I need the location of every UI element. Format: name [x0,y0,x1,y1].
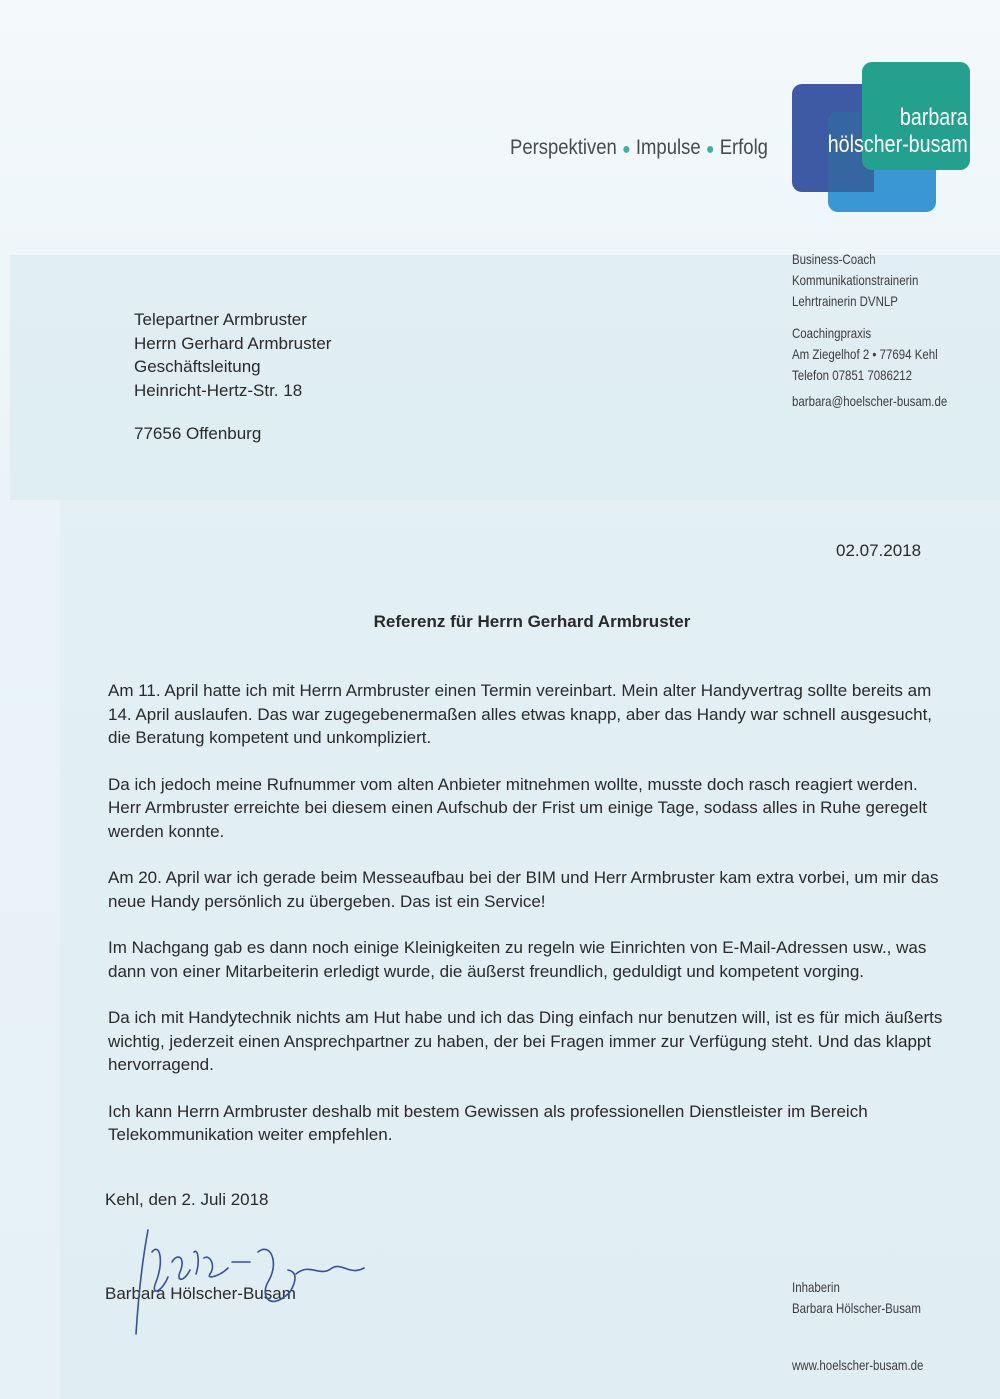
recipient-city: 77656 Offenburg [134,424,262,443]
address-line: Telepartner Armbruster [134,310,307,329]
owner-label: Inhaberin [792,1279,840,1295]
body-paragraph: Am 20. April war ich gerade beim Messeaufbau bei der BIM und Herr Armbruster kam extra vorbei, um mir das neue Handy persönlich zu übergeben. Das ist ein Service! [108,868,939,911]
recipient-address [134,308,331,402]
role-line: Lehrtrainerin DVNLP [792,293,898,309]
logo-line: barbara [900,104,968,131]
address-line: Herrn Gerhard Armbruster [134,333,332,353]
tagline-word: Perspektiven [510,136,617,159]
sidebar-email: barbara@hoelscher-busam.de [792,393,948,409]
owner-name: Barbara Hölscher-Busam [792,1300,921,1316]
owner-block [792,1277,921,1319]
handwritten-signature [120,1222,390,1342]
body-paragraph: Ich kann Herrn Armbruster deshalb mit bestem Gewissen als professionellen Dienstleister im Bereich Telekommunikation weiter empfehlen. [108,1101,868,1144]
tagline-word: Impulse [635,136,701,159]
website: www.hoelscher-busam.de [792,1357,924,1373]
address-line: Geschäftsleitung [134,357,261,376]
body-paragraph: Da ich mit Handytechnik nichts am Hut habe und ich das Ding einfach nur benutzen will, ist es für mich äußerts wichtig, jederzeit einen Ansprechpartner zu haben, der bei Fragen immer zur Verfügung steht. Und das klappt hervorragend. [108,1008,943,1074]
signer-name: Barbara Hölscher-Busam [105,1284,296,1303]
address-line: Heinricht-Hertz-Str. 18 [134,380,303,400]
logo-text [828,104,968,158]
letter-date: 02.07.2018 [836,541,922,560]
letter-subject: Referenz für Herrn Gerhard Armbruster [373,612,691,631]
body-paragraph: Im Nachgang gab es dann noch einige Kleinigkeiten zu regeln wie Einrichten von E-Mail-Adressen usw., was dann von einer Mitarbeiterin erledigt wurde, die äußerst freundlich, geduldigt und kompetent vorging. [108,938,927,981]
tagline [510,136,768,160]
brand-logo [792,62,978,214]
tagline-word: Erfolg [719,136,768,159]
letter-body [108,679,953,1170]
role-line: Kommunikationstrainerin [792,272,919,288]
practice-line: Am Ziegelhof 2 • 77694 Kehl [792,346,938,362]
practice-line: Coachingpraxis [792,325,872,341]
sidebar-practice [792,323,938,386]
body-paragraph: Da ich jedoch meine Rufnummer vom alten Anbieter mitnehmen wollte, musste doch rasch reagiert werden. Herr Armbruster erreichte bei diesem einen Aufschub der Frist um einige Tage, sodass alles in Ruhe geregelt werden konnte. [108,774,927,841]
closing-line: Kehl, den 2. Juli 2018 [105,1190,269,1209]
body-paragraph: Am 11. April hatte ich mit Herrn Armbruster einen Termin vereinbart. Mein alter Handyvertrag sollte bereits am 14. April auslaufen. Das war zugegebenermaßen alles etwas knapp, aber das Handy war schnell ausgesucht, die Beratung kompetent und unkompliziert. [108,681,933,747]
role-line: Business-Coach [792,251,876,267]
practice-line: Telefon 07851 7086212 [792,367,913,383]
bullet-dot-icon: ● [622,141,631,158]
sidebar-roles [792,249,918,312]
bullet-dot-icon: ● [705,141,715,158]
logo-line: hölscher-busam [827,131,968,158]
